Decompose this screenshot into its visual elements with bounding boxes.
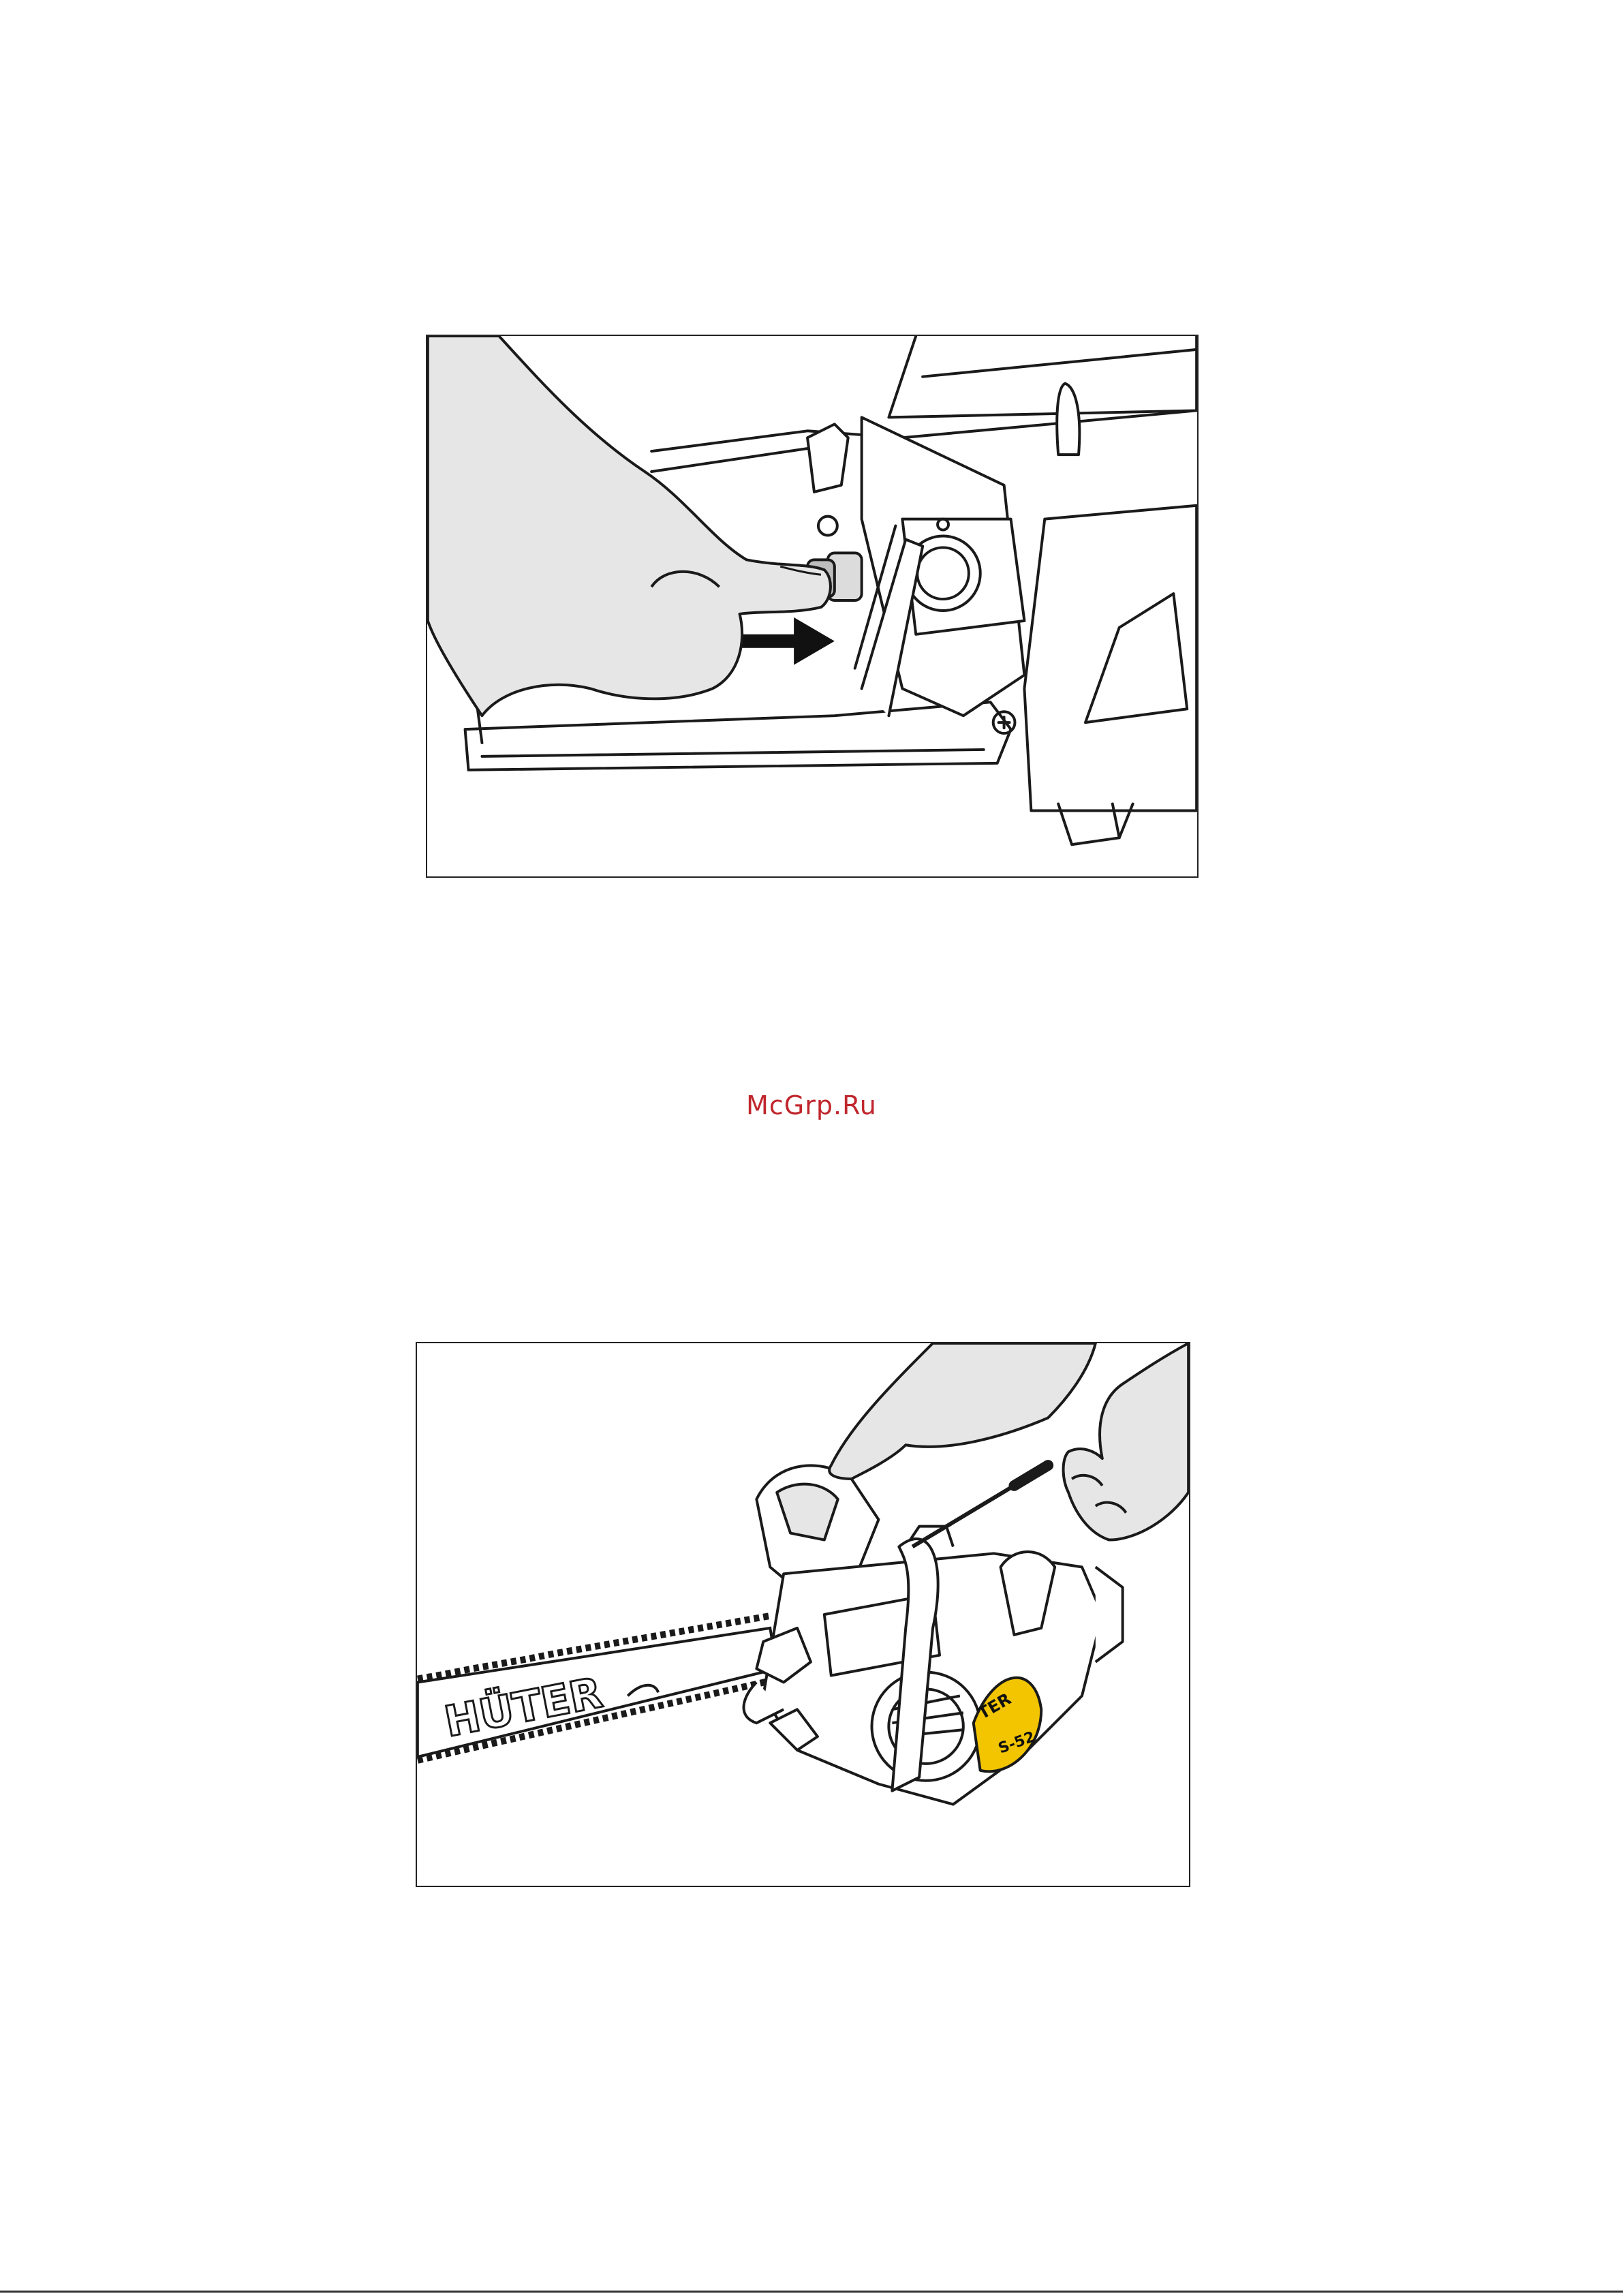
bar-brand-label: HÜTER <box>440 1668 606 1747</box>
label-brand: TER <box>974 1689 1015 1724</box>
label-model: S-52 <box>996 1728 1038 1758</box>
direction-arrow <box>733 617 835 665</box>
guide-bar <box>418 1616 777 1760</box>
side-panel <box>1024 506 1196 811</box>
chainsaw-drawing <box>417 1343 1189 1886</box>
hand <box>428 336 831 716</box>
base-plate <box>465 702 1011 769</box>
screwdriver <box>912 1465 1048 1546</box>
illustration-press-button <box>426 335 1199 878</box>
left-hand <box>829 1343 1096 1479</box>
watermark: McGrp.Ru <box>746 1090 877 1120</box>
press-button-drawing <box>427 336 1197 876</box>
page-bottom-rule <box>0 2291 1623 2293</box>
illustration-chainsaw-adjust <box>416 1342 1190 1887</box>
